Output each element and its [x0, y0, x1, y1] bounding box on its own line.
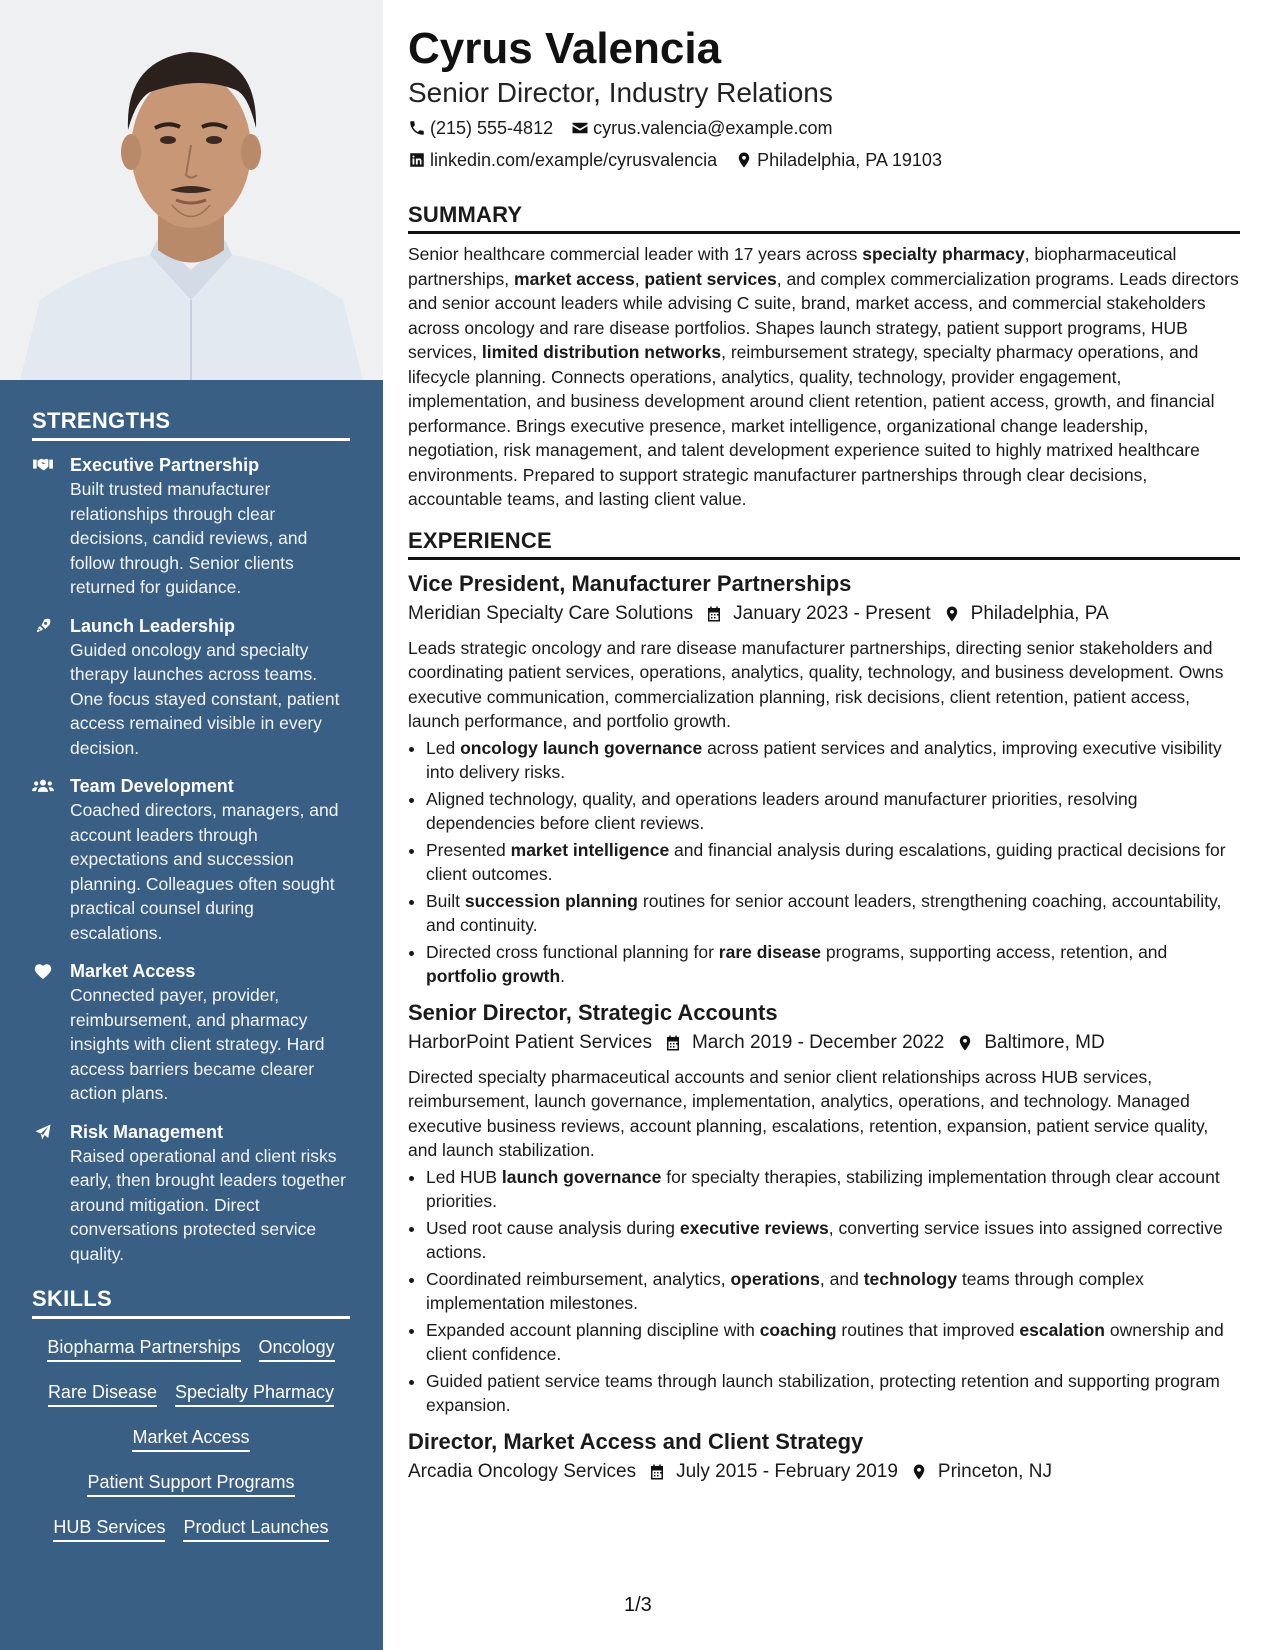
heart-icon	[32, 959, 70, 1106]
strength-text: Connected payer, provider, reimbursement, and pharmacy insights with client strategy. Hard access barriers became clearer action plans.	[70, 985, 325, 1103]
phone-item	[408, 116, 553, 140]
skills-row	[32, 1515, 350, 1542]
map-pin-icon	[735, 151, 753, 169]
strength-text: Guided oncology and specialty therapy launches across teams. One focus stayed constant, patient access remained visible in every decision.	[70, 639, 340, 758]
text-span: teams through complex implementation milestones.	[426, 1268, 1144, 1313]
job-location: Princeton, NJ	[937, 1460, 1052, 1482]
strength-body	[70, 614, 350, 761]
bullet-item	[426, 940, 1240, 989]
job-entry	[408, 570, 1240, 989]
job-dates: March 2019 - December 2022	[691, 1031, 945, 1053]
phone-text: (215) 555-4812	[430, 118, 554, 138]
strength-body	[70, 1120, 350, 1267]
job-dates: January 2023 - Present	[733, 602, 931, 624]
text-span: , reimbursement strategy, specialty pharmacy operations, and lifecycle planning. Connects operations, analytics, quality, technology, provider engagement, implementation, and business development around client retention, patient access, growth, and financial performance. Brings executive presence, market intelligence, organizational change leadership, negotiation, risk management, and talent development experience suited to highly matrixed healthcare environments. Prepared to support strategic manufacturer partnerships through clear decisions, accountable teams, and lasting client value.	[408, 342, 1215, 509]
bold-text: executive reviews	[679, 1217, 829, 1238]
skills-row	[32, 1470, 350, 1497]
location-item	[735, 148, 942, 172]
job-meta	[408, 1029, 1240, 1057]
page-number: 1/3	[624, 1594, 652, 1616]
bold-text: portfolio growth	[426, 966, 561, 986]
text-span: and financial analysis during escalations, guiding practical decisions for client outcomes.	[426, 839, 1226, 884]
job-location: Philadelphia, PA	[970, 602, 1109, 624]
text-span: Led HUB	[426, 1166, 502, 1187]
bold-text: patient services	[644, 268, 777, 289]
experience-list	[408, 570, 1240, 1486]
sidebar-content	[32, 408, 350, 1542]
skill-tag: Rare Disease	[48, 1380, 157, 1407]
text-span: Aligned technology, quality, and operations leaders around manufacturer priorities, resolving dependencies before client reviews.	[426, 788, 1138, 833]
strength-title: Risk Management	[70, 1121, 224, 1142]
envelope-icon	[571, 119, 589, 137]
text-span: ,	[634, 268, 645, 289]
text-span: , biopharmaceutical partnerships,	[408, 244, 1177, 289]
sidebar	[0, 0, 383, 1650]
job-company: Meridian Specialty Care Solutions	[408, 602, 694, 624]
bold-text: coaching	[759, 1319, 837, 1340]
job-company: HarborPoint Patient Services	[408, 1031, 652, 1053]
job-title: Senior Director, Strategic Accounts	[408, 999, 778, 1025]
strength-item	[32, 774, 350, 945]
text-span: ownership and client confidence.	[426, 1319, 1224, 1364]
profile-photo	[0, 0, 383, 380]
job-title: Director, Market Access and Client Strategy	[408, 1428, 864, 1454]
strength-item	[32, 453, 350, 600]
portrait-illustration	[0, 0, 383, 380]
calendar-icon	[648, 1463, 666, 1481]
main-content	[408, 22, 1240, 1486]
bold-text: operations	[730, 1268, 820, 1289]
bullet-item	[426, 1165, 1240, 1214]
email-item[interactable]	[571, 116, 832, 140]
strength-item	[32, 959, 350, 1106]
text-span: Presented	[426, 839, 511, 860]
strength-body	[70, 453, 350, 600]
strength-title: Market Access	[70, 961, 196, 981]
bold-text: oncology launch governance	[460, 737, 703, 758]
linkedin-icon	[408, 151, 426, 169]
bold-text: limited distribution networks	[481, 342, 722, 362]
strength-title: Executive Partnership	[70, 455, 260, 475]
strength-text: Coached directors, managers, and account leaders through expectations and succession planning. Colleagues often sought practical counsel during escalations.	[70, 800, 339, 943]
text-span: routines that improved	[836, 1319, 1020, 1340]
skills-heading: SKILLS	[32, 1286, 350, 1319]
bold-text: market intelligence	[510, 839, 670, 860]
job-bullets	[408, 1165, 1240, 1418]
bold-text: specialty pharmacy	[862, 244, 1025, 264]
candidate-name: Cyrus Valencia	[408, 24, 722, 73]
candidate-title: Senior Director, Industry Relations	[408, 77, 833, 108]
linkedin-text[interactable]: linkedin.com/example/cyrusvalencia	[430, 150, 718, 170]
phone-icon	[408, 119, 426, 137]
job-title: Vice President, Manufacturer Partnerships	[408, 570, 852, 596]
strength-item	[32, 614, 350, 761]
job-description: Directed specialty pharmaceutical accounts and senior client relationships across HUB services, reimbursement, launch governance, implementation, analytics, operations, and technology. Managed executive business reviews, account planning, escalations, retention, expansion, patient service quality, and launch stabilization.	[408, 1066, 1209, 1160]
text-span: Guided patient service teams through launch stabilization, protecting retention and supporting program expansion.	[426, 1370, 1220, 1415]
job-description: Leads strategic oncology and rare disease manufacturer partnerships, directing senior stakeholders and coordinating patient services, operations, analytics, quality, technology, and business development. Owns executive communication, commercialization planning, risk decisions, client retention, patient access, launch performance, and portfolio growth.	[408, 637, 1224, 731]
email-text[interactable]: cyrus.valencia@example.com	[593, 118, 833, 138]
text-span: across patient services and analytics, improving executive visibility into delivery risks.	[426, 737, 1222, 782]
skill-tag: Patient Support Programs	[87, 1470, 294, 1497]
location-text: Philadelphia, PA 19103	[757, 150, 942, 170]
text-span: for specialty therapies, stabilizing implementation through clear account priorities.	[426, 1166, 1220, 1211]
strength-body	[70, 959, 350, 1106]
text-span: .	[560, 966, 566, 986]
bullet-item	[426, 736, 1240, 785]
bold-text: technology	[863, 1268, 958, 1289]
text-span: Built	[426, 890, 465, 911]
skill-tag: HUB Services	[53, 1515, 165, 1542]
bullet-item	[426, 787, 1240, 836]
text-span: , and	[819, 1268, 864, 1289]
experience-heading: EXPERIENCE	[408, 528, 1240, 560]
strength-title: Team Development	[70, 776, 234, 796]
job-location: Baltimore, MD	[984, 1031, 1105, 1053]
job-dates: July 2015 - February 2019	[676, 1460, 898, 1482]
strength-body	[70, 774, 350, 945]
skills-list	[32, 1331, 350, 1542]
bold-text: market access	[514, 268, 635, 289]
map-pin-icon	[910, 1463, 928, 1481]
users-icon	[32, 774, 70, 945]
contact-info	[408, 116, 1028, 172]
bullet-item	[426, 838, 1240, 887]
strength-title: Launch Leadership	[70, 615, 236, 636]
calendar-icon	[705, 605, 723, 623]
summary-text	[408, 242, 1240, 512]
skill-tag: Oncology	[259, 1335, 335, 1362]
skill-tag: Market Access	[132, 1425, 249, 1452]
bullet-item	[426, 1216, 1240, 1265]
skill-tag: Biopharma Partnerships	[47, 1335, 240, 1362]
bullet-item	[426, 889, 1240, 938]
job-company: Arcadia Oncology Services	[408, 1460, 637, 1482]
strength-text: Built trusted manufacturer relationships through clear decisions, candid reviews, and follow through. Senior clients returned for guidance.	[70, 479, 308, 597]
skill-tag: Specialty Pharmacy	[175, 1380, 334, 1407]
text-span: , converting service issues into assigned corrective actions.	[426, 1217, 1223, 1262]
rocket-icon	[32, 614, 70, 761]
text-span: programs, supporting access, retention, and	[820, 941, 1168, 962]
text-span: Led	[426, 737, 461, 758]
job-entry	[408, 999, 1240, 1418]
skill-tag: Product Launches	[183, 1515, 328, 1542]
text-span: , and complex commercialization programs. Leads directors and senior account leaders while advising C suite, brand, market access, and commercial stakeholders across oncology and rare disease portfolios. Shapes launch strategy, patient support programs, HUB services,	[408, 268, 1239, 362]
paper-plane-icon	[32, 1120, 70, 1267]
map-pin-icon	[956, 1034, 974, 1052]
text-span: Used root cause analysis during	[426, 1217, 680, 1238]
summary-heading: SUMMARY	[408, 202, 1240, 234]
bold-text: launch governance	[501, 1166, 662, 1187]
bullet-item	[426, 1318, 1240, 1367]
job-entry	[408, 1428, 1240, 1486]
skills-row	[32, 1380, 350, 1407]
job-bullets	[408, 736, 1240, 989]
text-span: Senior healthcare commercial leader with 17 years across	[408, 244, 863, 264]
skills-row	[32, 1335, 350, 1362]
skills-row	[32, 1425, 350, 1452]
linkedin-item[interactable]	[408, 148, 717, 172]
text-span: Directed cross functional planning for	[426, 941, 719, 962]
bold-text: succession planning	[464, 890, 639, 911]
bullet-item	[426, 1369, 1240, 1418]
calendar-icon	[664, 1034, 682, 1052]
map-pin-icon	[943, 605, 961, 623]
text-span: Coordinated reimbursement, analytics,	[426, 1268, 731, 1289]
bold-text: rare disease	[718, 941, 821, 962]
handshake-icon	[32, 453, 70, 600]
bullet-item	[426, 1267, 1240, 1316]
strengths-heading: STRENGTHS	[32, 408, 350, 441]
text-span: routines for senior account leaders, strengthening coaching, accountability, and continuity.	[426, 890, 1222, 935]
strength-item	[32, 1120, 350, 1267]
bold-text: escalation	[1019, 1319, 1106, 1340]
job-meta	[408, 1458, 1240, 1486]
strengths-list	[32, 453, 350, 1266]
strength-text: Raised operational and client risks early, then brought leaders together around mitigation. Direct conversations protected service quality.	[70, 1145, 346, 1264]
job-meta	[408, 600, 1240, 628]
text-span: Expanded account planning discipline with	[426, 1319, 760, 1340]
